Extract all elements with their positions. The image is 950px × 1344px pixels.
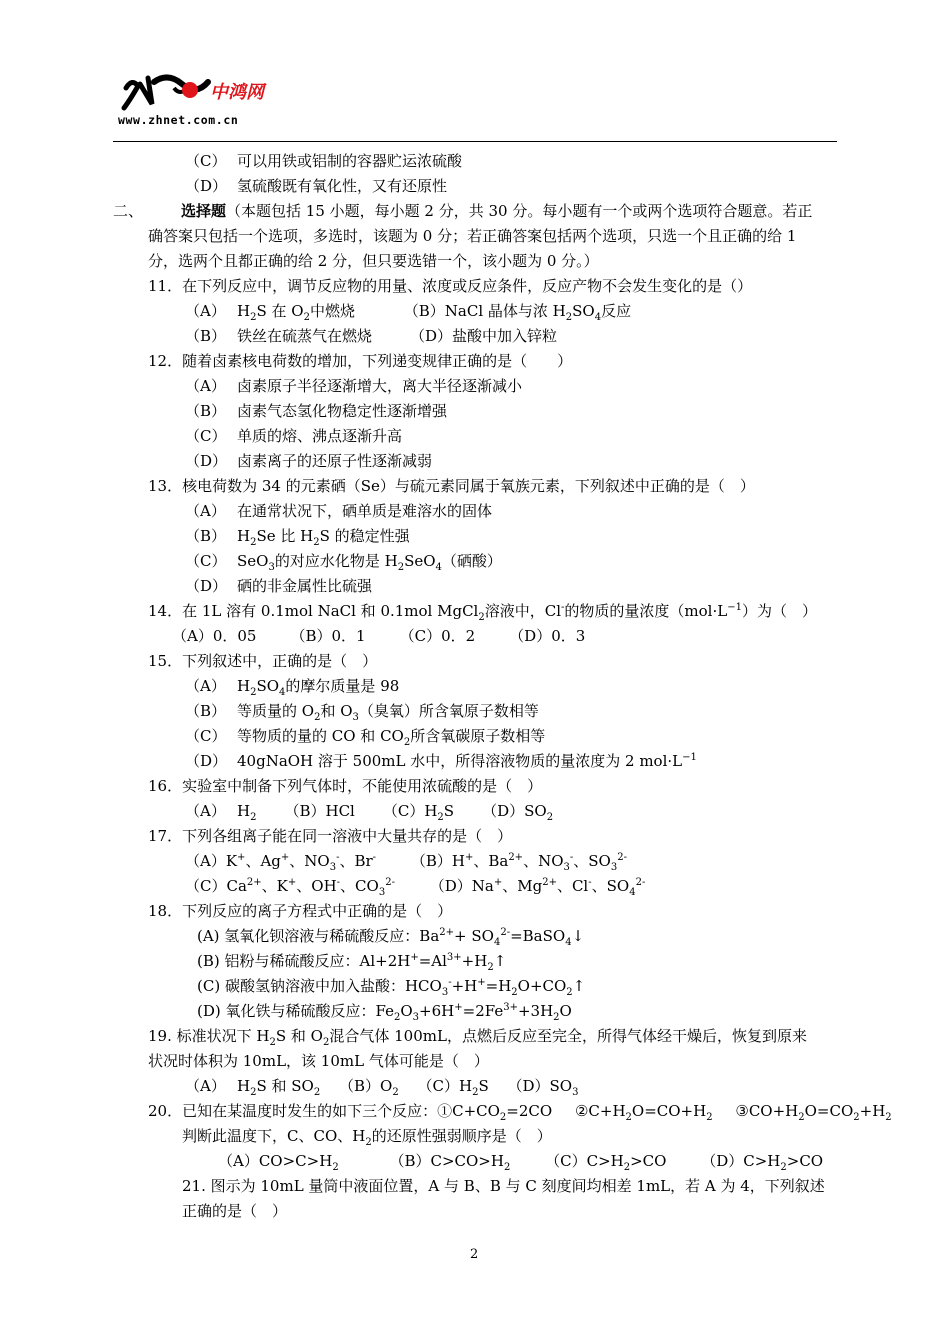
question-11-options-ab: （A） $H_2S$ 在 $O_2$中燃烧 （B）NaCl 晶体与浓 $H_2SO_4$反应 (185, 302, 632, 323)
question-15-option-b: （B） 等质量的 $O_2$和 $O_3$（臭氧）所含氧原子数相等 (185, 702, 539, 723)
section-intro-line3: 分，选两个且都正确的给 2 分，但只要选错一个，该小题为 0 分。） (148, 252, 599, 270)
question-21-stem-line2: 正确的是（ ） (182, 1202, 288, 1220)
page-number: 2 (470, 1247, 479, 1262)
question-13-option-c: （C） SeO$_3$的对应水化物是 $H_2SeO_4$（硒酸） (185, 552, 502, 573)
question-13-option-b: （B） $H_2Se$ 比 $H_2S$ 的稳定性强 (185, 527, 410, 548)
header-divider (113, 141, 837, 142)
question-20-stem-line1: 20．已知在某温度时发生的如下三个反应：$①C+CO_2=2CO$ $②C+H_2O=CO+H_2$ $③CO+H_2O=CO_2+H_2$ (148, 1102, 892, 1123)
question-16-options: （A） $H_2$ （B）HCl $(C)H_2S$ $(D)SO_2$ (185, 802, 554, 823)
question-17-stem: 17．下列各组离子能在同一溶液中大量共存的是（ ） (148, 827, 513, 845)
question-18-stem: 18．下列反应的离子方程式中正确的是（ ） (148, 902, 453, 920)
question-20-stem-line2: 判断此温度下，C、CO、$H_2$的还原性强弱顺序是（ ） (182, 1127, 552, 1148)
question-20-options: $(A)CO>C>H_2$ $(B)C>CO>H_2$ $(C)C>H_2>CO$ $(D)C>H_2>CO$ (218, 1152, 824, 1173)
question-12-option-d: （D） 卤素离子的还原子性逐渐减弱 (185, 452, 433, 470)
question-19-stem-line1: 19. 标准状况下 $H_2S$ 和 $O_2$混合气体 100mL，点燃后反应至完全，所得气体经干燥后，恢复到原来 (148, 1027, 807, 1048)
question-11-options-cd: （B） 铁丝在硫蒸气在燃烧 （D）盐酸中加入锌粒 (185, 327, 558, 345)
question-18-option-d: (D) 氧化铁与稀硫酸反应：$Fe_2O_3+6H^+=2Fe^{3+}+3H_2O$ (197, 1002, 572, 1023)
question-15-option-c: （C） 等物质的量的 CO 和 $CO_2$所含氧碳原子数相等 (185, 727, 546, 748)
option-d: （D） 氢硫酸既有氧化性，又有还原性 (185, 177, 448, 195)
question-15-option-d: （D） 40gNaOH 溶于 500mL 水中，所得溶液物质的量浓度为 2 $mol\cdot L^{-1}$ (185, 752, 697, 770)
question-17-options-ab: （A）K+、Ag+、$NO_3^-$、Br- （B）H+、$Ba^{2+}$、$NO_3^-$、$SO_3^{2-}$ (185, 852, 627, 873)
question-21-stem-line1: 21. 图示为 10mL 量筒中液面位置，A 与 B、B 与 C 刻度间均相差 1mL，若 A 为 4，下列叙述 (182, 1177, 825, 1195)
section-intro-line2: 确答案只包括一个选项，多选时，该题为 0 分；若正确答案包括两个选项，只选一个且正确的给 1 (148, 227, 797, 245)
site-url: www.zhnet.com.cn (118, 113, 239, 127)
question-19-options: （A） $H_2S$ 和 $SO_2$ $(B)O_2$ $(C)H_2S$ $(D)SO_3$ (185, 1077, 579, 1098)
question-13-option-d: （D） 硒的非金属性比硫强 (185, 577, 373, 595)
question-16-stem: 16．实验室中制备下列气体时，不能使用浓硫酸的是（ ） (148, 777, 543, 795)
section-title: 选择题 (181, 202, 227, 220)
question-18-option-a: (A) 氢氧化钡溶液与稀硫酸反应：$Ba^{2+}+$ $SO_4^{2-}=BaSO_4↓$ (197, 927, 585, 948)
question-13-option-a: （A） 在通常状况下，硒单质是难溶水的固体 (185, 502, 493, 520)
question-13-stem: 13．核电荷数为 34 的元素硒（Se）与硫元素同属于氧族元素，下列叙述中正确的是（ ） (148, 477, 755, 495)
question-11-stem: 11．在下列反应中，调节反应物的用量、浓度或反应条件，反应产物不会发生变化的是（） (148, 277, 753, 295)
question-15-option-a: （A） $H_2SO_4$的摩尔质量是 98 (185, 677, 400, 698)
question-12-option-c: （C） 单质的熔、沸点逐渐升高 (185, 427, 403, 445)
section-heading: 二、 选择题（本题包括 15 小题，每小题 2 分，共 30 分。每小题有一个或两个选项符合题意。若正 (113, 202, 813, 220)
question-18-option-c: (C) 碳酸氢钠溶液中加入盐酸：$HCO_3^-+H^+=H_2O+CO_2↑$ (197, 977, 586, 998)
question-17-options-cd: $(C)Ca^{2+}$、K+、OH-、$CO_3^{2-}$ （D）Na+、$Mg^{2+}$、Cl-、$SO_4^{2-}$ (185, 877, 646, 898)
question-15-stem: 15．下列叙述中，正确的是（ ） (148, 652, 378, 670)
brand-name: 中鸿网 (210, 82, 264, 103)
section-number: 二、 (113, 202, 144, 220)
question-19-stem-line2: 状况时体积为 10mL，该 10mL 气体可能是（ ） (148, 1052, 489, 1070)
question-12-option-a: （A） 卤素原子半径逐渐增大，离大半径逐渐减小 (185, 377, 523, 395)
question-12-stem: 12．随着卤素核电荷数的增加，下列递变规律正确的是（ ） (148, 352, 573, 370)
question-18-option-b: (B) 铝粉与稀硫酸反应：$Al+2H^+=Al^{3+}+H_2↑$ (197, 952, 507, 973)
option-c: （C） 可以用铁或铝制的容器贮运浓硫酸 (185, 152, 463, 170)
question-14-stem: 14．在 1L 溶有 0.1mol NaCl 和 0.1mol MgCl$_2$溶液中，Cl-的物质的量浓度$(mol\cdot L^{-1})$为（ ） (148, 602, 817, 623)
question-14-options: （A）0．05 （B）0．1 （C）0．2 （D）0．3 (172, 627, 586, 645)
question-12-option-b: （B） 卤素气态氢化物稳定性逐渐增强 (185, 402, 448, 420)
